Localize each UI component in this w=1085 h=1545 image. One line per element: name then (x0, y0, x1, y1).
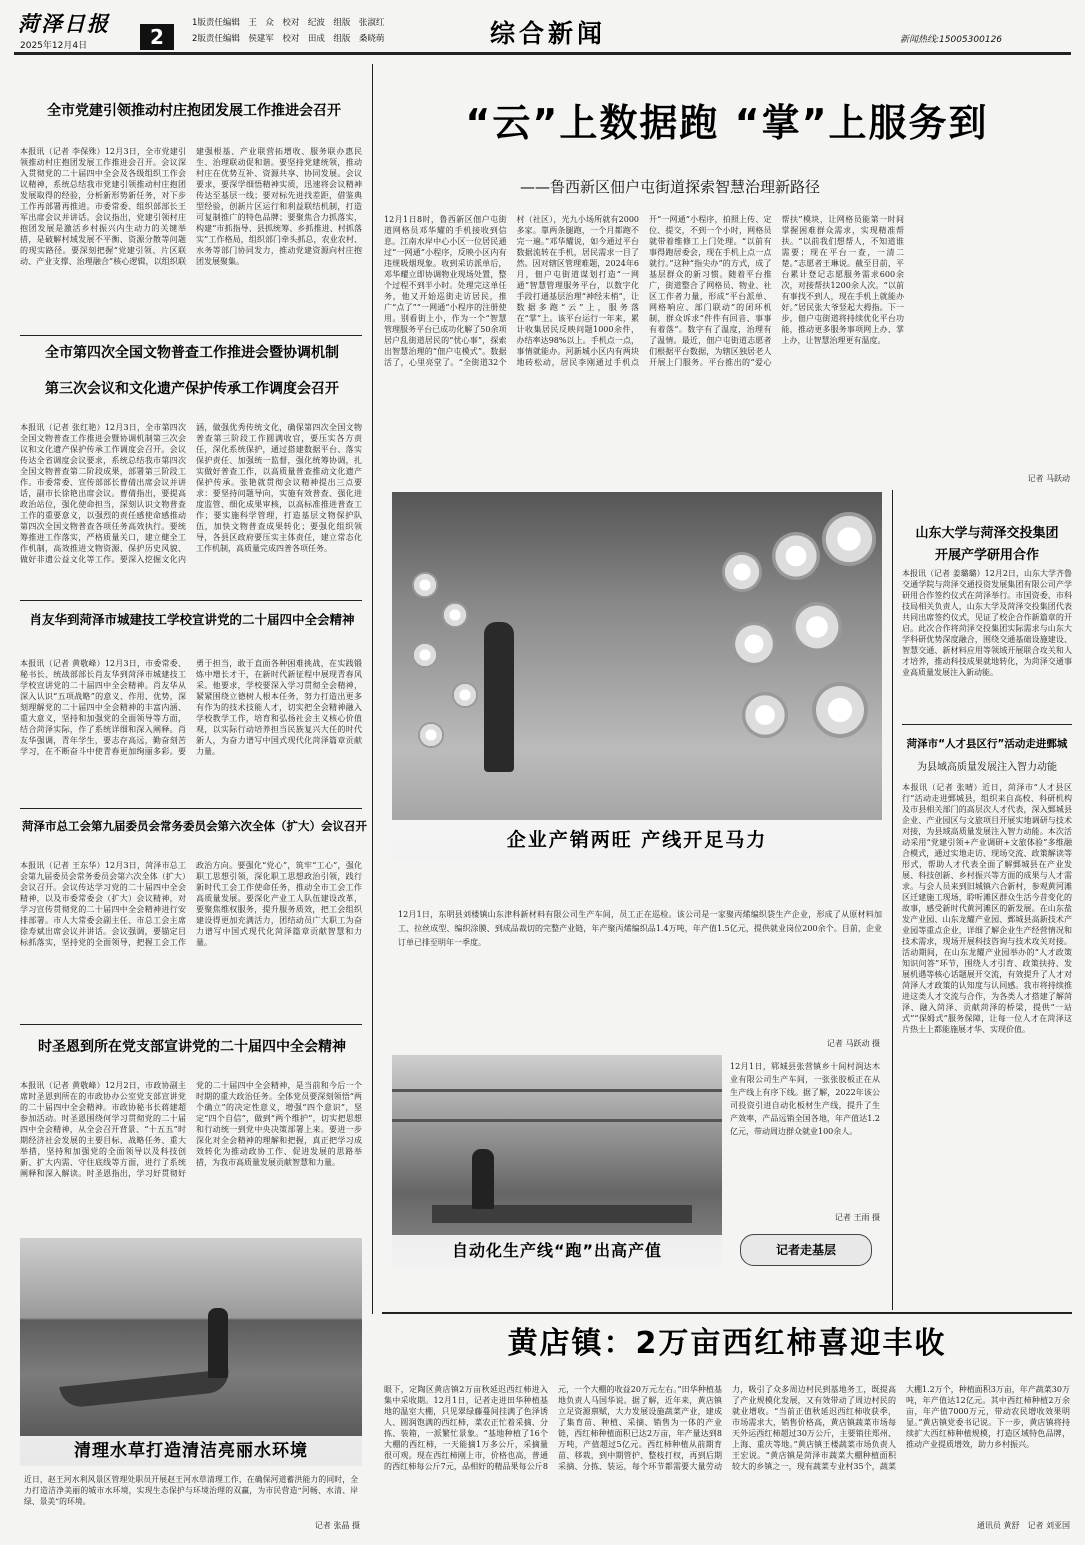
left-article-4-headline: 菏泽市总工会第九届委员会常务委员会第六次全体（扩大）会议召开 (22, 819, 367, 833)
spool (412, 572, 438, 598)
left-article-2-body: 本报讯（记者 张红艳）12月3日，全市第四次全国文物普查工作推进会暨协调机制第三次会议和文化遗产保护传承工作调度会召开。会议传达全省调度会议要求，系统总结我市第四次全国文物普查第二阶段成果，部署第三阶段工作。市委常委、宣传部部长曹倩出席会议并讲话，副市长徐艳出席会议。曹倩指出，要提高政治站位，强化使命担当，深刻认识文物普查工作的重要意义，以强烈的责任感使命感推动第四次全国文物普查各项任务高效执行。要统筹推进工作落实，严格质量关口，建立健全工作机制，高效推进文物资源、保护历史风貌、做好非遗公益文化等工作。要深入挖掘文化内涵，做强优秀传统文化，确保第四次全国文物普查第三阶段工作圆满收官，要压实各方责任，深化系统保护，通过搭建数据平台、落实保护责任、加强统一监督，强化统筹协调，扎实做好普查工作，以高质量普查推动文化遗产保护传承。张艳就贯彻会议精神提出三点要求：要坚持问题导向，实施有效普查、强化进度监管、细化成果审核，以高标准推进普查工作；要实施科学管理，打造基层文物保护队伍，加快文物普查成果转化；要强化组织领导，各县区政府要压实主体责任，建立常态化工作机制，高质量完成四普各项任务。 (20, 423, 362, 564)
left-article-3-headline: 肖友华到菏泽市城建技工学校宣讲党的二十届四中全会精神 (29, 612, 355, 627)
lead-body-continued (910, 214, 1070, 484)
left-divider-4 (20, 1024, 362, 1025)
factory-photo-2 (392, 1055, 722, 1267)
lead-subheadline: ——鲁西新区佃户屯街道探索智慧治理新路径 (520, 178, 821, 196)
right-article-1-headline-2: 开展产学研用合作 (934, 548, 1039, 563)
spool (722, 552, 762, 592)
factory-photo-1-credit: 记者 马跃动 摄 (826, 1039, 880, 1048)
factory-photo-2-title: 自动化生产线“跑”出高产值 (451, 1241, 663, 1260)
water-photo-credit: 记者 张晶 摄 (314, 1521, 360, 1530)
spool (452, 682, 478, 708)
reporter-field-stamp: 记者走基层 (740, 1234, 872, 1266)
roof-beam (392, 1119, 722, 1122)
right-article-2-body: 本报讯（记者 张晴）近日，菏泽市“人才县区行”活动走进鄄城县，组织来自高校、科研机构及市县相关部门的高层次人才代表，深入鄄城县企业、产业园区与文旅项目开展实地调研与技术对接，为县域高质量发展注入智力动能。本次活动采用“党建引领+产业调研+文旅体验”多维融合模式，通过实地走访、现场交流、政策解读等形式，帮助人才代表全面了解鄄城县在产业发展、科技创新、乡村振兴等方面的成果与人才需求。与会人员来到旧城镇六合新村，参观黄河滩区迁建施工现场，聆听滩区群众生活今昔变化的故事，感受新时代黄河滩区的新发展。在山东盐发产业园、山东龙耀产业园、鄄城县高新技术产业园等重点企业，详细了解企业生产经营情况和技术需求，现场开展科技咨询与技术攻关对接。活动期间，在山东龙耀产业园举办的“人才政策知识问答”环节，围绕人才引育、政策扶持、发展机遇等核心话题展开交流，有效提升了人才对菏泽人才政策的认知度与认同感。我市将持续推进这类人才交流与合作，为各类人才搭建了解菏泽、融入菏泽、贡献菏泽的桥梁，提供“一站式”“保姆式”服务保障，让每一位人才在菏泽这片热土上都能施展才华、实现价值。 (902, 783, 1072, 1034)
spool (742, 692, 788, 738)
water-photo-caption: 近日，赵王河水利风景区管理处职员开展赵王河水草清理工作，在确保河道蓄洪能力的同时，全力打造洁净美丽的城市水环境，实现生态保护与环境治理的双赢，为市民营造“河畅、水清、岸绿、景美”的环境。 (24, 1475, 358, 1506)
spool (792, 602, 842, 652)
spool (418, 722, 444, 748)
column-divider-left (372, 64, 373, 1314)
paper-name: 菏泽日报 (18, 12, 110, 36)
news-hotline: 新闻热线:15005300126 (900, 35, 1003, 45)
editors-line-1: 1版责任编辑 王 众 校对 纪波 组版 张淑红 (192, 18, 385, 28)
left-article-1-headline: 全市党建引领推动村庄抱团发展工作推进会召开 (47, 103, 341, 119)
water-photo-title: 清理水草打造清洁亮丽水环境 (74, 1441, 308, 1461)
left-article-5-headline: 时圣恩到所在党支部宣讲党的二十届四中全会精神 (38, 1039, 346, 1055)
spool (442, 602, 468, 628)
right-article-1-headline-1: 山东大学与菏泽交投集团 (915, 526, 1059, 541)
worker-figure (472, 1149, 494, 1209)
left-article-1-body: 本报讯（记者 李保殊）12月3日，全市党建引领推动村庄抱团发展工作推进会召开。会议深入贯彻党的二十届四中全会及各级组织工作会议精神，系统总结我市党建引领推动村庄抱团发展取得的经验，分析新形势新任务，对下步工作再部署再推进。市委常委、组织部部长王军出席会议并讲话。会议指出，党建引领村庄抱团发展是激活乡村振兴内生动力的关键举措，是破解村域发展不平衡、资源分散等问题的现实路径。要深刻把握“党建引领、片区联动、产业支撑、治理融合”核心逻辑，以组织联建强根基、产业联营拓增收、服务联办惠民生、治理联动促和谐。要坚持党建统领，推动村庄在优势互补、资源共享、协同发展。会议要求，要深学细悟精神实质，迅速将会议精神传达至基层一线；要对标先进找差距，借鉴典型经验，创新片区运行和利益联结机制，打造可复制推广的特色品牌；要聚焦合力抓落实，构建“市抓指导、县抓统筹、乡抓推进、村抓落实”工作格局，组织部门牵头抓总，农业农村、水务等部门协同发力，推动党建资源向村庄抱团发展聚集。 (20, 147, 362, 266)
left-article-3-body: 本报讯（记者 黄敬峰）12月3日，市委常委、秘书长、统战部部长肖友华到菏泽市城建技工学校宣讲党的二十届四中全会精神。肖友华从深入认识“五项战略”的意义、作用、优势，深刻理解党的二十届四中全会精神的丰富内涵、重大意义，坚持和加强党的全面领导等方面，结合菏泽实际，作了系统详细和深入阐释。肖友华强调，青年学生，要志存高远，勤奋刻苦学习，在不断奋斗中使青春更加绚丽多彩。要勇于担当，敢于直面各种困难挑战，在实践锻炼中增长才干，在新时代新征程中展现青春风采。他要求，学校要深入学习贯彻全会精神，紧紧围绕立德树人根本任务，努力打造出更多有作为的技术技能人才，切实把全会精神融入学校教学工作，培育和弘扬社会主义核心价值观，以实际行动培养担当民族复兴大任的时代新人，为奋力谱写中国式现代化菏泽篇章贡献力量。 (20, 659, 362, 756)
factory-photo-1-caption: 12月1日，东明县刘楼镇山东津科新材料有限公司生产车间，员工正在巡检。该公司是一家聚丙烯编织袋生产企业，形成了从原材料加工、拉丝成型、编织涂膜、到成品裁切的完整产业链，年产聚丙烯编织品1.4万吨，年产值1.5亿元，提供就业岗位200余个。目前，企业订单已排至明年一季度。 (398, 910, 882, 947)
spool (822, 512, 876, 566)
factory-photo-1 (392, 492, 882, 860)
left-article-4-body: 本报讯（记者 王东华）12月3日，菏泽市总工会第九届委员会常务委员会第六次全体（扩大）会议召开。会议传达学习党的二十届四中全会精神，以及市委常委会（扩大）会议精神，对学习宣传贯彻党的二十届四中全会精神进行安排部署。市人大常委会副主任、市总工会主席徐寿斌出席会议并讲话。会议强调，要锚定目标抓落实，坚持党的全面领导，把握工会工作政治方向。要强化“党心”，筑牢“工心”，强化职工思想引领，深化职工思想政治引领，践行新时代工会工作使命任务，推动全市工会工作高质量发展。要深化产业工人队伍建设改革，要聚焦维权服务，提升服务质效，把工会组织建设得更加充满活力，团结动员广大职工为奋力谱写中国式现代化菏泽篇章贡献智慧和力量。 (20, 861, 362, 947)
factory-photo-2-credit: 记者 王雨 摄 (834, 1213, 880, 1222)
left-divider-1 (20, 335, 362, 336)
bottom-body: 眼下，定陶区黄店镇2万亩秋延迟西红柿进入集中采收期。12月1日，记者走进田华种植基地的温室大棚，只见翠绿藤蔓间挂满了色泽诱人、圆润饱满的西红柿，菜农正忙着采摘、分拣、装箱，一派繁忙景象。“基地种植了16个大棚的西红柿，一天能摘1万多公斤，采摘量很可观。现在西红柿刚上市，价格也高，普通的西红柿每公斤7元，品相好的精品果每公斤8元，一个大棚的收益20万元左右。”田华种植基地负责人马国华说。据了解，近年来，黄店镇立足资源禀赋，大力发展设施蔬菜产业，建成了集育苗、种植、采摘、销售为一体的产业链，西红柿种植面积已达2万亩，年产量达到8万吨，产值超过5亿元。西红柿种植从前期育苗、移栽，到中期管护、整枝打杈，再到后期采摘、分拣、装运，每个环节都需要大量劳动力，吸引了众多周边村民到基地务工，既提高了产业规模化发展，又有效带动了周边村民的就业增收。“当前正值秋延迟西红柿收获季，市场需求大，销售价格高，黄店镇蔬菜市场每天外运西红柿超过30万公斤，主要销往郑州、上海、重庆等地。”黄店镇王楼蔬菜市场负责人王宏说。“黄店镇是菏泽市蔬菜大棚种植面积较大的乡镇之一，现有蔬菜专业村35个，蔬菜大棚1.2万个，种植面积3万亩，年产蔬菜30万吨，年产值达12亿元。其中西红柿种植2万余亩，年产值7000万元，带动农民增收效果明显。”黄店镇党委书记说。下一步，黄店镇将持续扩大西红柿种植规模，打造区域特色品牌，推动产业提质增效，助力乡村振兴。 (384, 1385, 1070, 1471)
spool (412, 642, 438, 668)
production-line (432, 1205, 692, 1223)
right-article-1-body: 本报讯（记者 姜璐璐）12月2日，山东大学齐鲁交通学院与菏泽交通投资发展集团有限公司产学研用合作签约仪式在菏泽举行。市国资委、市科技局相关负责人，山东大学及菏泽交投集团代表共同出席签约仪式，见证了校企合作新篇章的开启。此次合作将菏泽交投集团实际需求与山东大学科研优势深度融合，围绕交通基础设施建设、智慧交通、新材料应用等领域开展联合攻关和人才培养，推动科技成果就地转化，为菏泽交通事业高质量发展注入新动能。 (902, 569, 1072, 677)
factory-photo-1-title-bar (392, 820, 882, 860)
right-divider (902, 724, 1072, 725)
boat-shape (59, 1369, 230, 1409)
water-cleanup-photo (20, 1238, 362, 1466)
page-number: 2 (140, 24, 174, 50)
column-divider-right (892, 490, 893, 1310)
worker-figure (208, 1308, 228, 1378)
issue-date: 2025年12月4日 (20, 41, 88, 51)
spool (732, 622, 776, 666)
left-article-2-headline-2: 第三次会议和文化遗产保护传承工作调度会召开 (45, 381, 339, 397)
roof-beam (392, 1089, 722, 1092)
masthead-rule (14, 52, 1071, 55)
left-divider-2 (20, 600, 362, 601)
inspector-figure (484, 622, 514, 772)
left-article-5-body: 本报讯（记者 黄敬峰）12月2日，市政协副主席时圣恩到所在的市政协办公室党支部宣讲党的二十届四中全会精神。市政协秘书长蒋建超参加活动。时圣恩围绕何学习贯彻党的二十届四中全会精神，从全会召开背景、“十五五”时期经济社会发展的主要目标、战略任务、重大举措，坚持和加强党的全面领导以及科技创新、扩大内需、守住底线等方面，进行了系统阐释和深入解读。时圣恩指出，学习好贯彻好党的二十届四中全会精神，是当前和今后一个时期的重大政治任务。全体党员要深刻领悟“两个确立”的决定性意义，增强“四个意识”，坚定“四个自信”，做到“两个维护”，切实把思想和行动统一到党中央决策部署上来。要进一步深化对全会精神的理解和把握，真正把学习成效转化为推动政协工作、促进发展的思路举措，为我市高质量发展贡献智慧和力量。 (20, 1081, 362, 1178)
lead-headline: “云”上数据跑 “掌”上服务到 (465, 101, 989, 145)
section-title: 综合新闻 (490, 19, 607, 48)
bottom-headline: 黄店镇：2万亩西红柿喜迎丰收 (507, 1326, 947, 1361)
factory-photo-2-title-bar (392, 1235, 722, 1267)
water-photo-title-bar (20, 1436, 362, 1466)
lead-body: 12月1日8时，鲁西新区佃户屯街道网格员邓华耀的手机接收到信息。江南水岸中心小区一位居民通过“一网通”小程序，反映小区内有违规吸烟现象。收到采访派单后，邓华耀立即协调物业现场处置，整个过程不到半小时。处理完这单任务，他又开始巡街走访居民，推广“点了”“一网通”小程序的注册使用。别看街上小，作为一个“智慧管理服务平台已成功化解了50余项居户乱街道居民的“忧心事”，探索出智慧治理的“佃户屯模式”。数据活了，心里亮堂了。“全街道32个村（社区），光九小场所就有2000多家。靠两条腿跑，一个月都跑不完一遍。”邓华耀说，如今通过平台数据流转在手机，居民需求一目了然。因对辖区管理难题，2024年6月，佃户屯街道谋划打造“一网通”智慧管理服务平台，以数字化手段打通基层治理“神经末梢”，让数据多跑“云”上，服务落在“掌”上。该平台运行一年来，累计收集居民反映问题1000余件，办结率达98%以上。手机点一点，事情就能办。河新城小区内有两块地砖松动，居民李刚通过手机点开“一网通”小程序，拍照上传、定位、提交，不到一个小时，网格员就带着维修工上门处理。“以前有事得跑居委会，现在手机上点一点就行。”这种“指尖办”的方式，成了基层群众的新习惯。随着平台推广，街道整合了网格员、物业、社区工作者力量，形成“平台派单、网格响应、部门联动”的闭环机制，群众诉求“件件有回音、事事有着落”。数字有了温度，治理有了温情。最近，佃户屯街道志愿者们根据平台数据，为辖区独居老人开展上门服务。平台推出的“爱心帮扶”模块，让网格员能第一时间掌握困难群众需求，实现精准帮扶。“以前我们想帮人，不知道谁需要；现在平台一查，一清二楚。”志愿者王琳说。截至目前，平台累计登记志愿服务需求600余次，对接帮扶1200余人次。“以前有事找不到人，现在手机上就能办好。”居民张大爷竖起大拇指。下一步，佃户屯街道将持续优化平台功能，推动更多服务事项网上办、掌上办，让智慧治理更有温度。 (384, 215, 904, 367)
bottom-credit: 通讯员 黄舒 记者 刘亚国 (976, 1521, 1070, 1530)
spool (812, 682, 868, 738)
bottom-story-rule (382, 1312, 1072, 1314)
factory-photo-1-title: 企业产销两旺 产线开足马力 (506, 829, 768, 851)
right-article-2-headline: 菏泽市“人才县区行”活动走进鄄城 (906, 738, 1068, 750)
left-divider-3 (20, 808, 362, 809)
spool (772, 532, 820, 580)
editors-line-2: 2版责任编辑 侯建军 校对 田成 组版 桑晓萌 (192, 34, 385, 44)
left-article-2-headline-1: 全市第四次全国文物普查工作推进会暨协调机制 (45, 345, 339, 361)
right-article-2-subheadline: 为县域高质量发展注入智力动能 (917, 762, 1057, 773)
lead-credit: 记者 马跃动 (1027, 474, 1070, 483)
factory-photo-2-caption: 12月1日，郓城县张营镇乡十间村润达木业有限公司生产车间，一张张胶板正在从生产线上有序下线。据了解，2022年该公司投资引进自动化板材生产线，提升了生产效率，产品远销全国各地，年产值达1.2亿元，带动周边群众就业100余人。 (730, 1062, 880, 1136)
